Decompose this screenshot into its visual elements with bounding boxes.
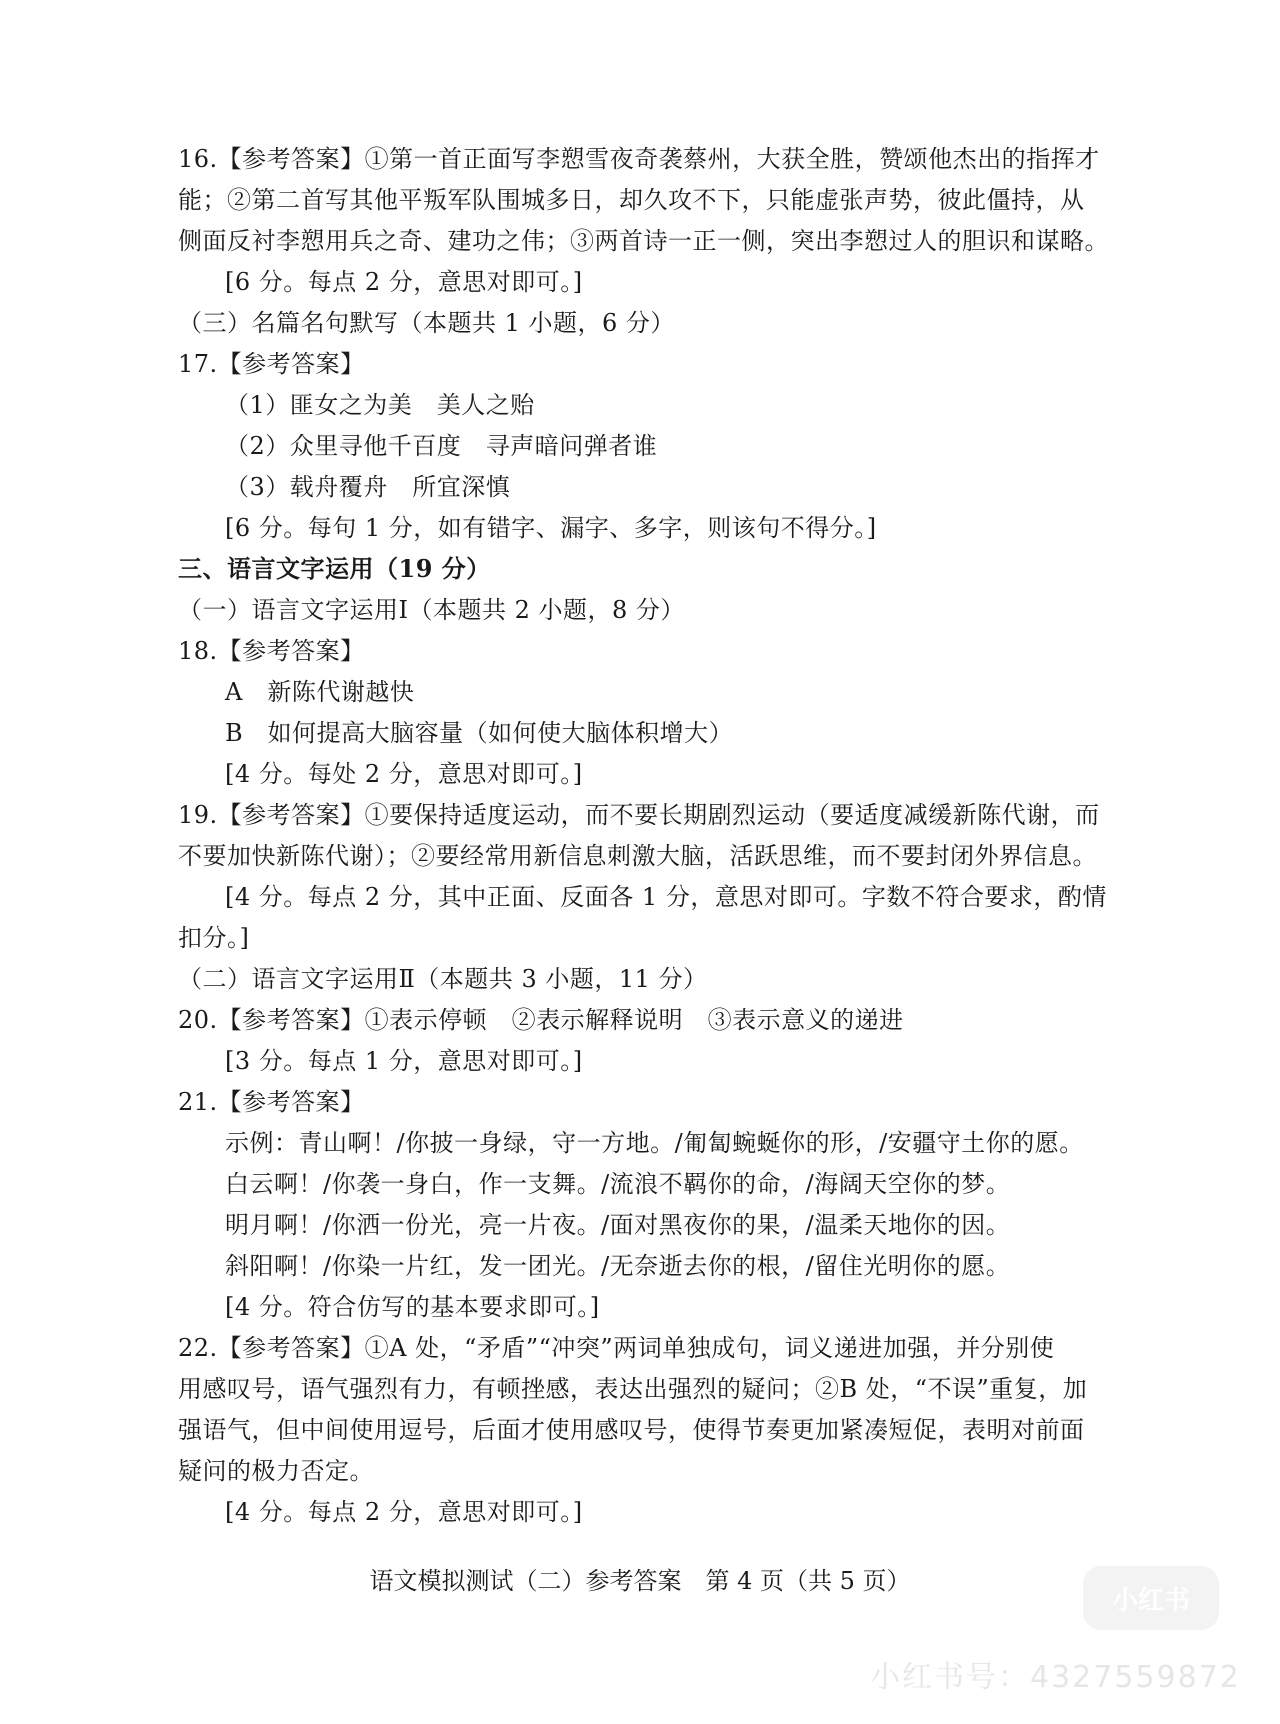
answer-18-heading: 18.【参考答案】 bbox=[178, 637, 365, 665]
answer-20-scoring: [3 分。每点 1 分，意思对即可。] bbox=[225, 1047, 583, 1075]
answer-21-example-1: 示例：青山啊！/你披一身绿，守一方地。/匍匐蜿蜒你的形，/安疆守土你的愿。 bbox=[225, 1129, 1084, 1157]
page-footer: 语文模拟测试（二）参考答案 第 4 页（共 5 页） bbox=[369, 1567, 911, 1595]
answer-19-line-2: 不要加快新陈代谢）；②要经常用新信息刺激大脑，活跃思维，而不要封闭外界信息。 bbox=[178, 842, 1097, 870]
answer-22-line-2: 用感叹号，语气强烈有力，有顿挫感，表达出强烈的疑问；②B 处，“不误”重复，加 bbox=[178, 1375, 1088, 1403]
answer-22-line-1: 22.【参考答案】①A 处，“矛盾”“冲突”两词单独成句，词义递进加强，并分别使 bbox=[178, 1334, 1055, 1362]
answer-18-scoring: [4 分。每处 2 分，意思对即可。] bbox=[225, 760, 583, 788]
answer-21-example-4: 斜阳啊！/你染一片红，发一团光。/无奈逝去你的根，/留住光明你的愿。 bbox=[225, 1252, 1011, 1280]
answer-16-line-2: 能；②第二首写其他平叛军队围城多日，却久攻不下，只能虚张声势，彼此僵持，从 bbox=[178, 186, 1085, 214]
section-3-heading: （三）名篇名句默写（本题共 1 小题，6 分） bbox=[178, 309, 675, 337]
answer-22-scoring: [4 分。每点 2 分，意思对即可。] bbox=[225, 1498, 583, 1526]
answer-18-item-a: A 新陈代谢越快 bbox=[225, 678, 415, 706]
answer-19-scoring-line-2: 扣分。] bbox=[178, 924, 250, 952]
answer-17-item-2: （2）众里寻他千百度 寻声暗问弹者谁 bbox=[225, 432, 658, 460]
answer-19-scoring-line-1: [4 分。每点 2 分，其中正面、反面各 1 分，意思对即可。字数不符合要求，酌情 bbox=[225, 883, 1107, 911]
watermark-id: 小红书号：4327559872 bbox=[870, 1660, 1241, 1695]
answer-19-line-1: 19.【参考答案】①要保持适度运动，而不要长期剧烈运动（要适度减缓新陈代谢，而 bbox=[178, 801, 1100, 829]
answer-21-heading: 21.【参考答案】 bbox=[178, 1088, 365, 1116]
answer-22-line-4: 疑问的极力否定。 bbox=[178, 1457, 374, 1485]
answer-20: 20.【参考答案】①表示停顿 ②表示解释说明 ③表示意义的递进 bbox=[178, 1006, 904, 1034]
answer-16-scoring: [6 分。每点 2 分，意思对即可。] bbox=[225, 268, 583, 296]
subsection-1-heading: （一）语言文字运用Ⅰ（本题共 2 小题，8 分） bbox=[178, 596, 685, 624]
answer-17-item-3: （3）载舟覆舟 所宜深慎 bbox=[225, 473, 511, 501]
answer-21-example-2: 白云啊！/你袭一身白，作一支舞。/流浪不羁你的命，/海阔天空你的梦。 bbox=[225, 1170, 1011, 1198]
answer-22-line-3: 强语气，但中间使用逗号，后面才使用感叹号，使得节奏更加紧凑短促，表明对前面 bbox=[178, 1416, 1085, 1444]
answer-18-item-b: B 如何提高大脑容量（如何使大脑体积增大） bbox=[225, 719, 734, 747]
answer-16-line-3: 侧面反衬李愬用兵之奇、建功之伟；③两首诗一正一侧，突出李愬过人的胆识和谋略。 bbox=[178, 227, 1109, 255]
watermark-logo: 小红书 bbox=[1083, 1566, 1219, 1630]
answer-17-heading: 17.【参考答案】 bbox=[178, 350, 365, 378]
answer-21-scoring: [4 分。符合仿写的基本要求即可。] bbox=[225, 1293, 600, 1321]
answer-17-item-1: （1）匪女之为美 美人之贻 bbox=[225, 391, 535, 419]
answer-17-scoring: [6 分。每句 1 分，如有错字、漏字、多字，则该句不得分。] bbox=[225, 514, 877, 542]
answer-21-example-3: 明月啊！/你洒一份光，亮一片夜。/面对黑夜你的果，/温柔天地你的因。 bbox=[225, 1211, 1011, 1239]
answer-16-line-1: 16.【参考答案】①第一首正面写李愬雪夜奇袭蔡州，大获全胜，赞颂他杰出的指挥才 bbox=[178, 145, 1100, 173]
part-3-heading: 三、语言文字运用（19 分） bbox=[178, 554, 491, 583]
subsection-2-heading: （二）语言文字运用Ⅱ（本题共 3 小题，11 分） bbox=[178, 965, 708, 993]
